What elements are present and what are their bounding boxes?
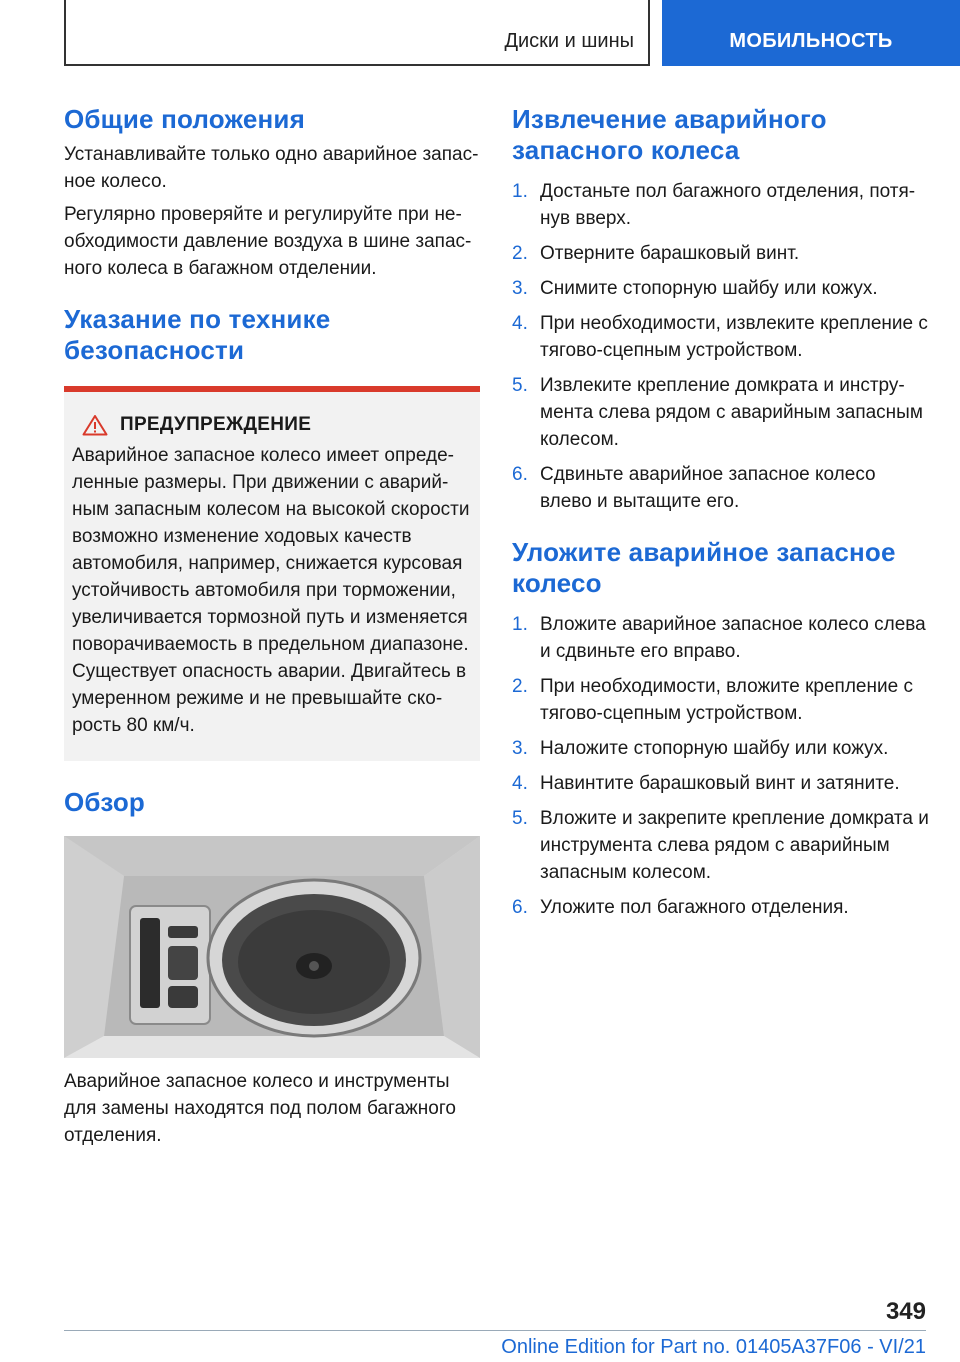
list-item xyxy=(512,894,932,921)
remove-steps-list xyxy=(512,178,932,515)
footer-edition-link[interactable]: Online Edition for Part no. 01405A37F06 - VI/21 xyxy=(501,1336,926,1358)
header-section-tab[interactable] xyxy=(662,0,960,66)
warning-header xyxy=(72,414,472,436)
page-number: 349 xyxy=(885,1298,926,1325)
warning-triangle-icon xyxy=(82,414,108,436)
step-text: Достаньте пол багажного отделения, потя-нув вверх. xyxy=(540,181,916,229)
list-item xyxy=(512,673,932,727)
step-number: 6. xyxy=(512,464,528,485)
section-title-overview: Обзор xyxy=(64,787,145,817)
section-title-general: Общие положения xyxy=(64,104,305,134)
step-text: Вложите аварийное запасное колесо слева и сдвиньте его вправо. xyxy=(540,614,926,662)
footer-divider xyxy=(64,1330,926,1331)
list-item xyxy=(512,310,932,364)
stow-steps-list xyxy=(512,611,932,921)
warning-text: Аварийное запасное колесо имеет опреде-ленные размеры. При движении с аварий-ным запасным колесом на высокой скорости возможно изменение ходовых качеств автомобиля, например, снижается курсовая устойчивость автомобиля при торможении, увеличивается тормозной путь и изменяется поворачиваемость в предельном диапазоне. Существует опасность аварии. Двигайтесь в умеренном режиме и не превышайте ско-рость 80 км/ч. xyxy=(72,445,470,736)
step-number: 5. xyxy=(512,375,528,396)
header-chapter-box xyxy=(64,0,650,66)
step-text: Извлеките крепление домкрата и инстру-мента слева рядом с аварийным запасным колесом. xyxy=(540,375,923,450)
warning-box xyxy=(64,386,480,761)
step-number: 1. xyxy=(512,181,528,202)
section-title-safety: Указание по технике безопасности xyxy=(64,304,331,365)
step-text: При необходимости, вложите крепление с тягово-сцепным устройством. xyxy=(540,676,913,724)
step-number: 2. xyxy=(512,676,528,697)
list-item xyxy=(512,735,932,762)
step-text: При необходимости, извлеките крепление с тягово-сцепным устройством. xyxy=(540,313,928,361)
step-text: Уложите пол багажного отделения. xyxy=(540,897,849,918)
step-number: 4. xyxy=(512,773,528,794)
list-item xyxy=(512,275,932,302)
right-column xyxy=(512,104,932,929)
list-item xyxy=(512,461,932,515)
section-title-remove: Извлечение аварийного запасного колеса xyxy=(512,104,827,165)
spare-wheel-trunk-image xyxy=(64,836,480,1058)
header-section-label: МОБИЛЬНОСТЬ xyxy=(729,30,893,52)
header-chapter-title: Диски и шины xyxy=(504,30,634,52)
list-item xyxy=(512,611,932,665)
step-text: Снимите стопорную шайбу или кожух. xyxy=(540,278,878,299)
step-text: Вложите и закрепите крепление домкрата и инструмента слева рядом с аварийным запасным колесом. xyxy=(540,808,929,883)
general-paragraph-2: Регулярно проверяйте и регулируйте при не-обходимости давление воздуха в шине запас-ного колеса в багажном отделении. xyxy=(64,204,472,279)
list-item xyxy=(512,240,932,267)
general-paragraph-1: Устанавливайте только одно аварийное запас-ное колесо. xyxy=(64,144,479,192)
left-column xyxy=(64,104,480,1149)
figure-caption: Аварийное запасное колесо и инструменты для замены находятся под полом багажного отделения. xyxy=(64,1071,456,1146)
step-number: 3. xyxy=(512,738,528,759)
list-item xyxy=(512,770,932,797)
step-text: Сдвиньте аварийное запасное колесо влево и вытащите его. xyxy=(540,464,876,512)
step-number: 1. xyxy=(512,614,528,635)
warning-title: ПРЕДУПРЕЖДЕНИЕ xyxy=(120,414,312,435)
list-item xyxy=(512,372,932,453)
step-number: 6. xyxy=(512,897,528,918)
step-number: 4. xyxy=(512,313,528,334)
step-text: Отверните барашковый винт. xyxy=(540,243,800,264)
section-title-stow: Уложите аварийное запасное колесо xyxy=(512,537,896,598)
step-text: Навинтите барашковый винт и затяните. xyxy=(540,773,900,794)
step-number: 5. xyxy=(512,808,528,829)
step-text: Наложите стопорную шайбу или кожух. xyxy=(540,738,889,759)
list-item xyxy=(512,805,932,886)
step-number: 3. xyxy=(512,278,528,299)
step-number: 2. xyxy=(512,243,528,264)
list-item xyxy=(512,178,932,232)
